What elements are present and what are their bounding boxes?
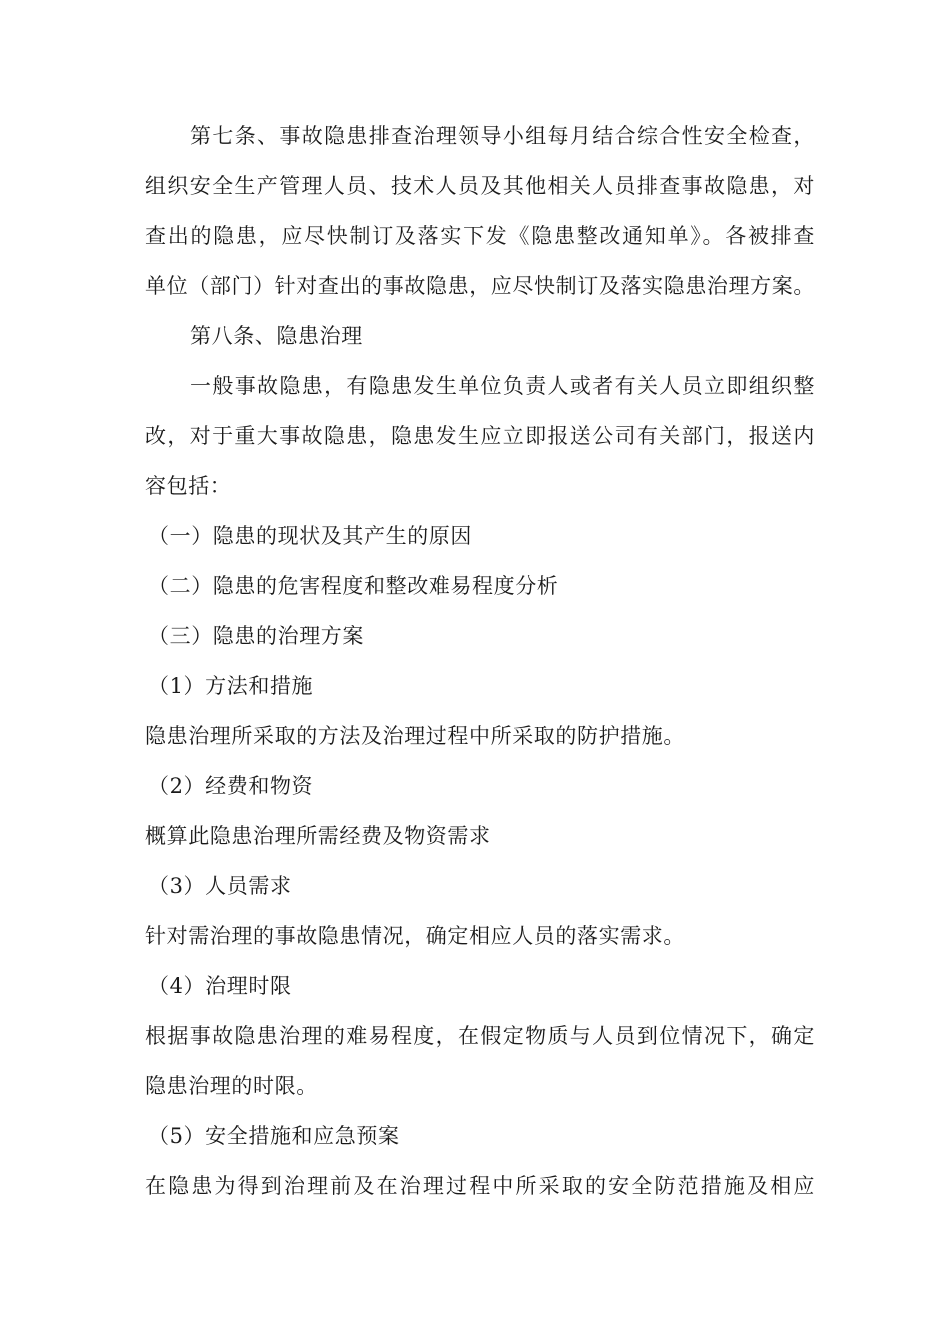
article-8-line-2: 改，对于重大事故隐患，隐患发生应立即报送公司有关部门，报送内 — [145, 424, 815, 448]
sub-item-4-text-line-1: 根据事故隐患治理的难易程度，在假定物质与人员到位情况下，确定 — [145, 1024, 815, 1048]
sub-item-3-heading: （3）人员需求 — [148, 874, 292, 898]
article-8-line-3: 容包括： — [145, 474, 232, 498]
list-item-3: （三）隐患的治理方案 — [148, 624, 364, 648]
article-8-line-1: 一般事故隐患，有隐患发生单位负责人或者有关人员立即组织整 — [190, 374, 815, 398]
article-7-line-1: 第七条、事故隐患排查治理领导小组每月结合综合性安全检查， — [190, 124, 815, 148]
sub-item-5-heading: （5）安全措施和应急预案 — [148, 1124, 400, 1148]
sub-item-2-heading: （2）经费和物资 — [148, 774, 314, 798]
sub-item-1-text: 隐患治理所采取的方法及治理过程中所采取的防护措施。 — [145, 724, 685, 748]
sub-item-4-text-line-2: 隐患治理的时限。 — [145, 1074, 318, 1098]
sub-item-4-heading: （4）治理时限 — [148, 974, 292, 998]
sub-item-2-text: 概算此隐患治理所需经费及物资需求 — [145, 824, 491, 848]
list-item-1: （一）隐患的现状及其产生的原因 — [148, 524, 472, 548]
sub-item-1-heading: （1）方法和措施 — [148, 674, 314, 698]
sub-item-5-text-line-1: 在隐患为得到治理前及在治理过程中所采取的安全防范措施及相应 — [145, 1174, 815, 1198]
article-7-line-2: 组织安全生产管理人员、技术人员及其他相关人员排查事故隐患，对 — [145, 174, 815, 198]
article-7-line-3: 查出的隐患，应尽快制订及落实下发《隐患整改通知单》。各被排查 — [145, 224, 815, 248]
article-7-line-4: 单位（部门）针对查出的事故隐患，应尽快制订及落实隐患治理方案。 — [145, 274, 815, 298]
list-item-2: （二）隐患的危害程度和整改难易程度分析 — [148, 574, 559, 598]
sub-item-3-text: 针对需治理的事故隐患情况，确定相应人员的落实需求。 — [145, 924, 685, 948]
article-8-heading: 第八条、隐患治理 — [190, 324, 363, 348]
